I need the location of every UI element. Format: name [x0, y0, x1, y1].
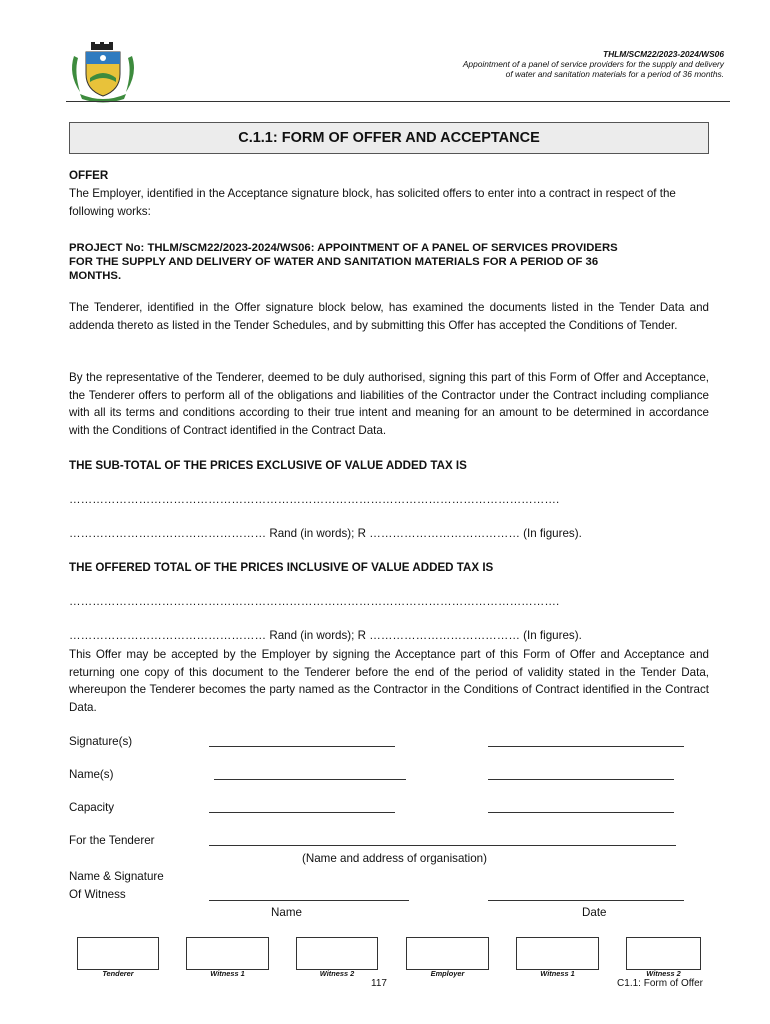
in-figures-label: (In figures). — [523, 629, 582, 642]
tenderer-signature-line-2[interactable] — [488, 746, 684, 747]
tenderer-signature-line[interactable] — [209, 746, 395, 747]
municipal-crest-logo — [66, 42, 140, 104]
page-title — [69, 122, 709, 154]
tenderer-offer-paragraph: By the representative of the Tenderer, deemed to be duly authorised, signing this part of this Form of Offer and Acceptance, the Tenderer offers to perform all of the obligations and liabilities of the Contractor under the Contract including compliance with all its terms and conditions according to their true intent and meaning for an amount to be determined in accordance with the Conditions of Contract identified in the Contract Data. — [69, 371, 709, 437]
signatures-label: Signature(s) — [69, 735, 133, 748]
subtotal-heading: THE SUB-TOTAL OF THE PRICES EXCLUSIVE OF VALUE ADDED TAX IS — [69, 459, 467, 472]
subtotal-words-line: ………………………………………………………………………………………………………………. — [69, 493, 560, 506]
header-divider — [66, 101, 730, 102]
project-title-line1: PROJECT No: THLM/SCM22/2023-2024/WS06: APPOINTMENT OF A PANEL OF SERVICES PROVIDERS — [69, 242, 618, 254]
in-figures-label: (In figures). — [523, 527, 582, 540]
tenderer-examined-paragraph: The Tenderer, identified in the Offer signature block below, has examined the documents listed in the Tender Data and addenda thereto as listed in the Tender Schedules, and by submitting this Offer has accepted the Conditions of Tender. — [69, 301, 709, 332]
initial-box-employer-witness-1[interactable] — [516, 937, 599, 970]
offer-heading: OFFER — [69, 169, 109, 182]
subtotal-figures-dots: ………………………………… — [369, 527, 520, 540]
project-title — [69, 241, 618, 283]
witness-label — [69, 868, 164, 903]
total-amount-row — [69, 629, 582, 642]
document-header — [463, 49, 724, 79]
subtotal-words-dots: …………………………………………… — [69, 527, 267, 540]
initial-box-label: Tenderer — [102, 969, 134, 978]
initial-box-witness-2[interactable] — [296, 937, 378, 970]
name-caption: Name — [271, 906, 302, 919]
witness-date-line[interactable] — [488, 900, 684, 901]
initial-box-label: Employer — [430, 969, 465, 978]
capacity-line-2[interactable] — [488, 812, 674, 813]
project-title-line2: FOR THE SUPPLY AND DELIVERY OF WATER AND SANITATION MATERIALS FOR A PERIOD OF 36 — [69, 256, 599, 268]
witness-label-line2: Of Witness — [69, 887, 126, 901]
organisation-line[interactable] — [209, 845, 676, 846]
organisation-caption: (Name and address of organisation) — [302, 852, 487, 865]
witness-label-line1: Name & Signature — [69, 870, 164, 883]
subtotal-amount-row — [69, 527, 582, 540]
initial-box-label: Witness 2 — [646, 969, 681, 978]
tender-reference: THLM/SCM22/2023-2024/WS06 — [602, 49, 724, 59]
witness-name-line[interactable] — [209, 900, 409, 901]
header-description-line2: of water and sanitation materials for a period of 36 months. — [505, 69, 724, 79]
name-line[interactable] — [214, 779, 406, 780]
rand-in-words-label: Rand (in words); R — [269, 629, 366, 642]
total-heading: THE OFFERED TOTAL OF THE PRICES INCLUSIVE OF VALUE ADDED TAX IS — [69, 561, 494, 574]
initial-box-tenderer[interactable] — [77, 937, 159, 970]
initial-box-label: Witness 1 — [210, 969, 245, 978]
capacity-line[interactable] — [209, 812, 395, 813]
header-description-line1: Appointment of a panel of service providers for the supply and delivery — [462, 59, 724, 69]
project-title-line3: MONTHS. — [69, 270, 122, 282]
total-figures-dots: ………………………………… — [369, 629, 520, 642]
initial-box-witness-1[interactable] — [186, 937, 269, 970]
page-title-text: C.1.1: FORM OF OFFER AND ACCEPTANCE — [238, 130, 540, 146]
capacity-label: Capacity — [69, 801, 115, 814]
rand-in-words-label: Rand (in words); R — [269, 527, 366, 540]
initial-box-employer[interactable] — [406, 937, 489, 970]
for-the-tenderer-label: For the Tenderer — [69, 834, 155, 847]
total-words-dots: …………………………………………… — [69, 629, 267, 642]
acceptance-paragraph: This Offer may be accepted by the Employer by signing the Acceptance part of this Form of Offer and Acceptance and returning one copy of this document to the Tenderer before the end of the period of validity stated in the Tender Data, whereupon the Tenderer becomes the party named as the Contractor in the Conditions of Contract identified in the Contract Data. — [69, 648, 709, 714]
initial-box-employer-witness-2[interactable] — [626, 937, 701, 970]
footer-section: C1.1: Form of Offer — [617, 978, 703, 989]
page-number: 117 — [371, 978, 387, 989]
initial-box-label: Witness 2 — [319, 969, 355, 978]
names-label: Name(s) — [69, 768, 114, 781]
total-words-line: ………………………………………………………………………………………………………………. — [69, 595, 560, 608]
date-caption: Date — [582, 906, 607, 919]
offer-intro: The Employer, identified in the Acceptance signature block, has solicited offers to enter into a contract in respect of the following works: — [69, 187, 676, 218]
initial-box-label: Witness 1 — [540, 969, 575, 978]
name-line-2[interactable] — [488, 779, 674, 780]
